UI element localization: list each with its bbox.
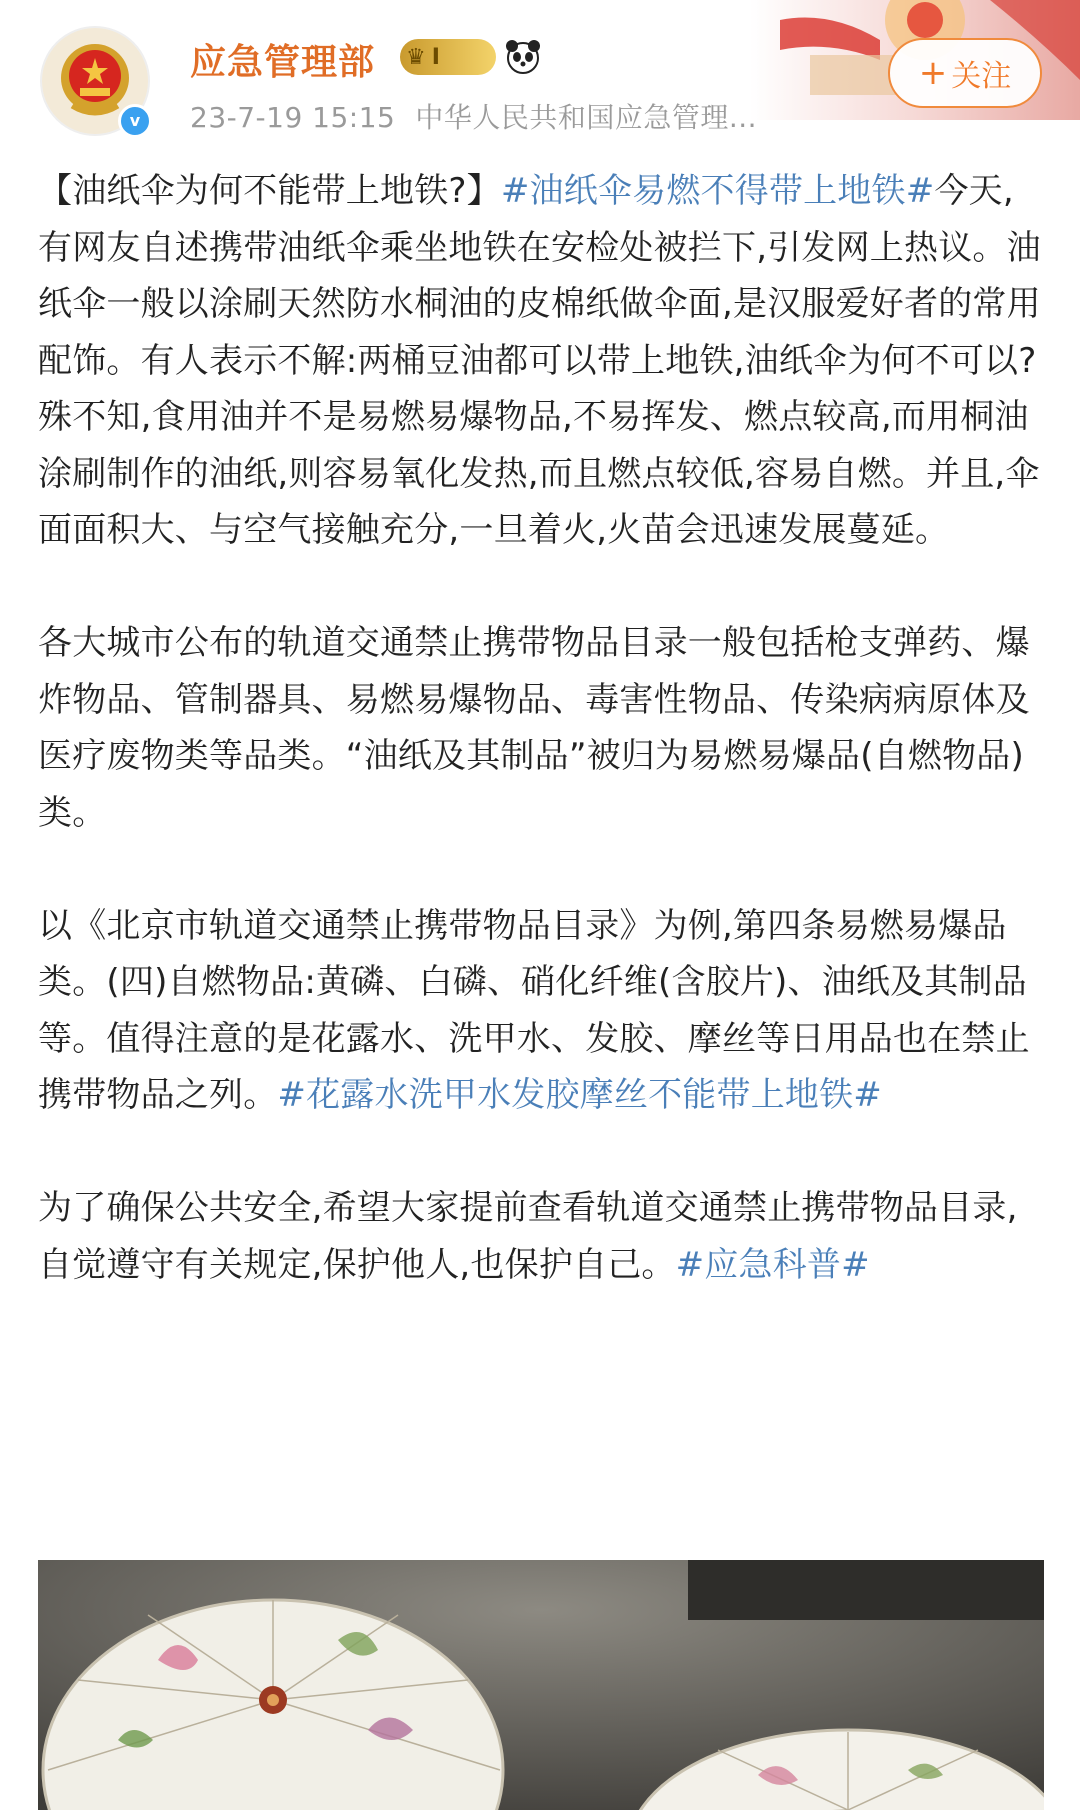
vip-crown-badge[interactable]: [400, 39, 496, 75]
post-paragraph-3: [38, 898, 1048, 1124]
post-paragraph-4: [38, 1180, 1048, 1293]
post-body: [38, 163, 1048, 1350]
post-header: [0, 0, 1080, 140]
hashtag-link[interactable]: #油纸伞易燃不得带上地铁#: [500, 171, 935, 211]
plus-icon: +: [918, 53, 948, 93]
post-source[interactable]: 中华人民共和国应急管理...: [415, 101, 758, 134]
post-paragraph-text: 以《北京市轨道交通禁止携带物品目录》为例,第四条易燃易爆品类。(四)自燃物品:黄磷、白磷、硝化纤维(含胶片)、油纸及其制品等。值得注意的是花露水、洗甲水、发胶、摩丝等日用品也在禁止携带物品之列。: [38, 905, 1030, 1115]
hashtag-link[interactable]: #花露水洗甲水发胶摩丝不能带上地铁#: [277, 1075, 882, 1115]
post-meta: [190, 96, 757, 136]
post-paragraph-1: [38, 163, 1048, 559]
post-timestamp: 23-7-19 15:15: [190, 101, 396, 134]
account-name[interactable]: 应急管理部: [190, 42, 376, 83]
panda-icon: [504, 38, 542, 76]
crown-icon: ♛: [406, 44, 426, 70]
follow-label: 关注: [951, 59, 1012, 94]
account-badges: [400, 36, 542, 78]
follow-button[interactable]: [888, 38, 1042, 108]
post-image[interactable]: [38, 1560, 1044, 1810]
umbrella-photo-illustration: [38, 1560, 1044, 1810]
hashtag-link[interactable]: #应急科普#: [675, 1244, 870, 1285]
vip-level-text: I: [431, 44, 440, 70]
verified-badge-icon: v: [118, 104, 152, 138]
post-lead-title: 【油纸伞为何不能带上地铁?】: [38, 171, 501, 211]
post-paragraph-text: 今天,有网友自述携带油纸伞乘坐地铁在安检处被拦下,引发网上热议。油纸伞一般以涂刷天然防水桐油的皮棉纸做伞面,是汉服爱好者的常用配饰。有人表示不解:两桶豆油都可以带上地铁,油纸伞为何不可以?殊不知,食用油并不是易燃易爆物品,不易挥发、燃点较高,而用桐油涂刷制作的油纸,则容易氧化发热,而且燃点较低,容易自燃。并且,伞面面积大、与空气接触充分,一旦着火,火苗会迅速发展蔓延。: [38, 171, 1041, 550]
post-paragraph-2: 各大城市公布的轨道交通禁止携带物品目录一般包括枪支弹药、爆炸物品、管制器具、易燃易爆物品、毒害性物品、传染病病原体及医疗废物类等品类。“油纸及其制品”被归为易燃易爆品(自燃物品)类。: [38, 623, 1030, 833]
post-paragraph-text: 为了确保公共安全,希望大家提前查看轨道交通禁止携带物品目录,自觉遵守有关规定,保护他人,也保护自己。: [38, 1188, 1018, 1285]
